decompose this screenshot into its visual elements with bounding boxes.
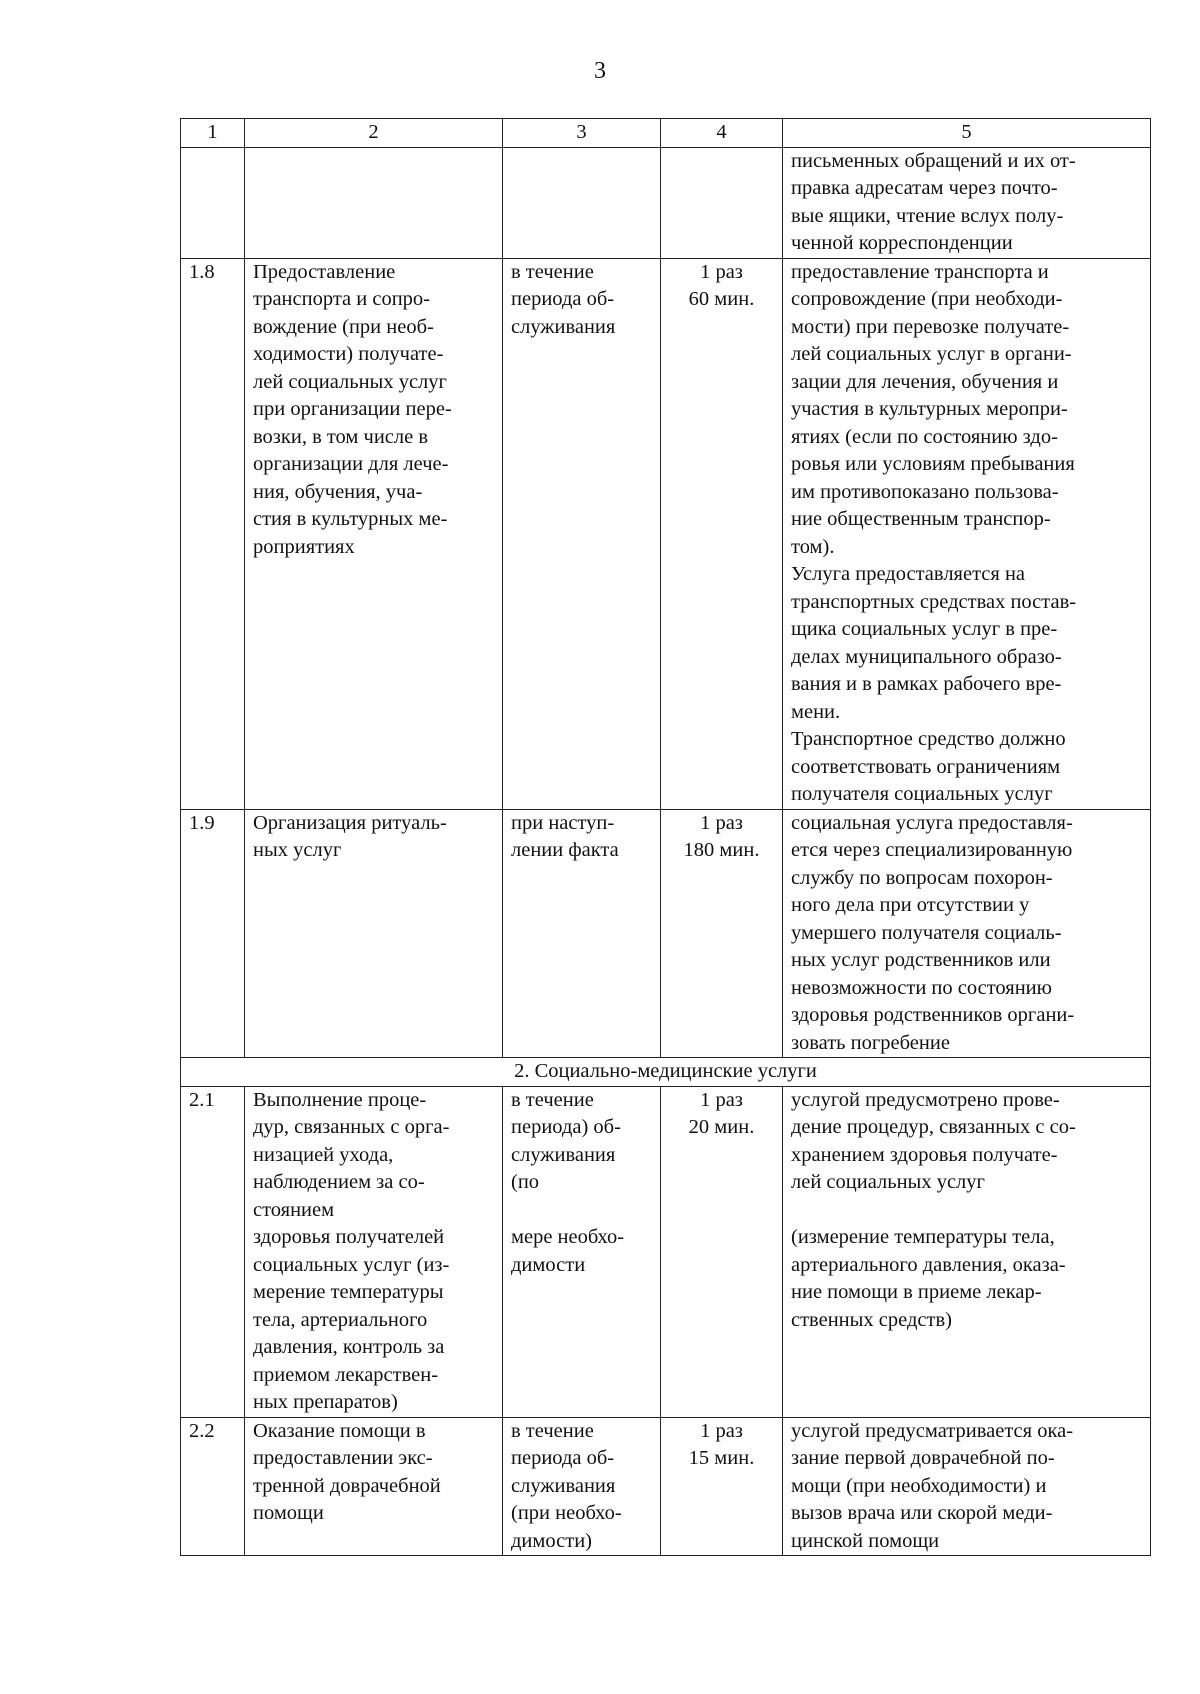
services-table — [180, 118, 1151, 1556]
header-cell-2: 2 — [245, 119, 503, 148]
service-period: в течение периода) об- служивания (по мере необхо- димости — [503, 1086, 661, 1417]
service-period: в течение периода об- служивания (при необхо- димости) — [503, 1417, 661, 1556]
header-cell-1: 1 — [181, 119, 245, 148]
table-row — [181, 1086, 1151, 1417]
row-number — [181, 147, 245, 258]
header-cell-5: 5 — [783, 119, 1151, 148]
table-row — [181, 147, 1151, 258]
table-row — [181, 258, 1151, 809]
service-name — [245, 147, 503, 258]
service-period — [503, 147, 661, 258]
service-name: Предоставление транспорта и сопро- вождение (при необ- ходимости) получате- лей социальных услуг при организации пере- возки, в том числе в организации для лече- ния, обучения, уча- стия в культурных ме- роприятиях — [245, 258, 503, 809]
service-description: услугой предусматривается ока- зание первой доврачебной по- мощи (при необходимости) и вызов врача или скорой меди- цинской помощи — [783, 1417, 1151, 1556]
service-name: Оказание помощи в предоставлении экс- тренной доврачебной помощи — [245, 1417, 503, 1556]
page-number: 3 — [594, 58, 606, 84]
service-name: Выполнение проце- дур, связанных с орга- низацией ухода, наблюдением за со- стоянием здоровья получателей социальных услуг (из- мерение температуры тела, артериального давления, контроль за приемом лекарствен- ных препаратов) — [245, 1086, 503, 1417]
row-number: 2.1 — [181, 1086, 245, 1417]
table-row — [181, 1417, 1151, 1556]
row-number: 1.8 — [181, 258, 245, 809]
service-period: при наступ- лении факта — [503, 809, 661, 1058]
service-description: услугой предусмотрено прове- дение процедур, связанных с со- хранением здоровья получате- лей социальных услуг (измерение температуры тела, артериального давления, оказа- ние помощи в приеме лекар- ственных средств) — [783, 1086, 1151, 1417]
row-number: 1.9 — [181, 809, 245, 1058]
service-frequency: 1 раз 180 мин. — [661, 809, 783, 1058]
section-row — [181, 1058, 1151, 1087]
service-description: письменных обращений и их от- правка адресатам через почто- вые ящики, чтение вслух полу- ченной корреспонденции — [783, 147, 1151, 258]
header-cell-4: 4 — [661, 119, 783, 148]
table-header-row — [181, 119, 1151, 148]
service-frequency — [661, 147, 783, 258]
service-frequency: 1 раз 20 мин. — [661, 1086, 783, 1417]
section-title: 2. Социально-медицинские услуги — [181, 1058, 1151, 1087]
row-number: 2.2 — [181, 1417, 245, 1556]
service-description: предоставление транспорта и сопровождение (при необходи- мости) при перевозке получате- лей социальных услуг в органи- зации для лечения, обучения и участия в культурных меропри- ятиях (если по состоянию здо- ровья или условиям пребывания им противопоказано пользова- ние общественным транспор- том). Услуга предоставляется на транспортных средствах постав- щика социальных услуг в пре- делах муниципального образо- вания и в рамках рабочего вре- мени. Транспортное средство должно соответствовать ограничениям получателя социальных услуг — [783, 258, 1151, 809]
table-row — [181, 809, 1151, 1058]
service-name: Организация ритуаль- ных услуг — [245, 809, 503, 1058]
service-period: в течение периода об- служивания — [503, 258, 661, 809]
header-cell-3: 3 — [503, 119, 661, 148]
service-description: социальная услуга предоставля- ется через специализированную службу по вопросам похорон- ного дела при отсутствии у умершего получателя социаль- ных услуг родственников или невозможности по состоянию здоровья родственников органи- зовать погребение — [783, 809, 1151, 1058]
service-frequency: 1 раз 60 мин. — [661, 258, 783, 809]
service-frequency: 1 раз 15 мин. — [661, 1417, 783, 1556]
